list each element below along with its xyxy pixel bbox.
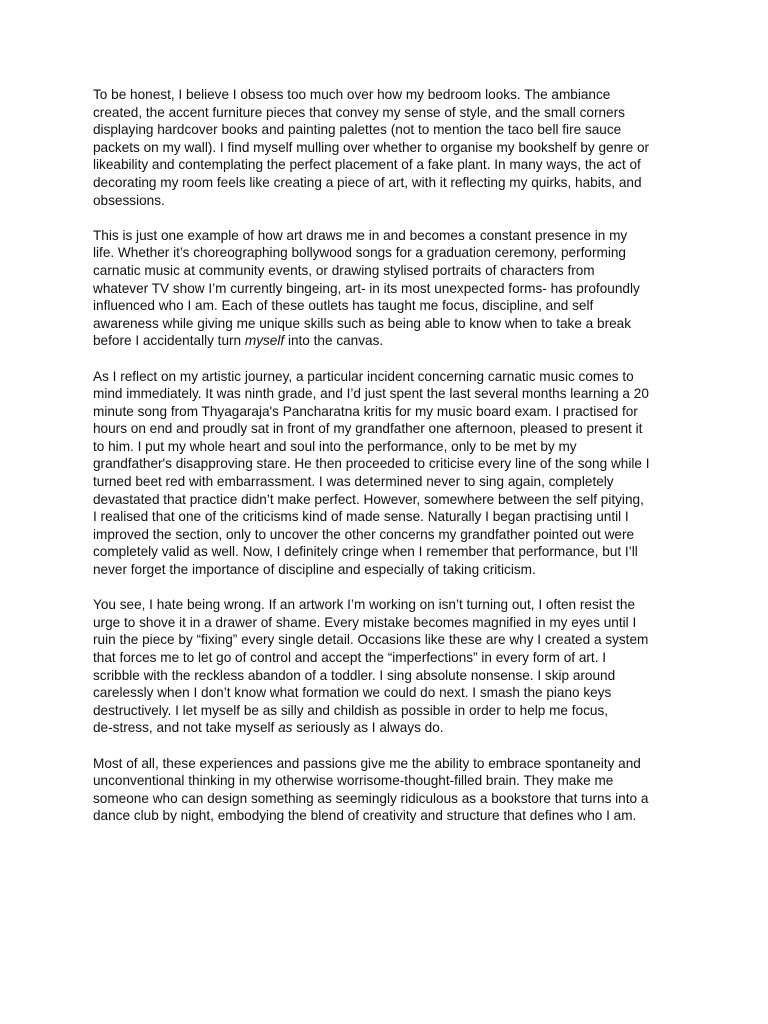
- paragraph-2: [93, 227, 683, 350]
- paragraph-text: into the canvas.: [284, 333, 384, 349]
- paragraph-text: Most of all, these experiences and passions give me the ability to embrace spontaneity and unconventional thinking in my otherwise worrisome-thought-filled brain. They make me someone who can design something as seemingly ridiculous as a bookstore that turns into a dance club by night, embodying the blend of creativity and structure that defines who I am.: [93, 755, 649, 824]
- italic-emphasis: myself: [244, 333, 285, 349]
- essay-document: [93, 86, 683, 843]
- paragraph-1: [93, 86, 683, 209]
- paragraph-text: This is just one example of how art draws me in and becomes a constant presence in my life. Whether it’s choreographing bollywood songs for a graduation ceremony, performing carnatic music at community events, or drawing stylised portraits of characters from whatever TV show I’m currently bingeing, art- in its most unexpected forms- has profoundly influenced who I am. Each of these outlets has taught me focus, discipline, and self awareness while giving me unique skills such as being able to know when to take a break before I accidentally turn: [93, 227, 640, 349]
- paragraph-5: [93, 755, 683, 825]
- paragraph-4: [93, 596, 683, 737]
- paragraph-text: You see, I hate being wrong. If an artwork I’m working on isn’t turning out, I often resist the urge to shove it in a drawer of shame. Every mistake becomes magnified in my eyes until I ruin the piece by “fixing” every single detail. Occasions like these are why I created a system that forces me to let go of control and accept the “imperfections” in every form of art. I scribble with the reckless abandon of a toddler. I sing absolute nonsense. I skip around carelessly when I don’t know what formation we could do next. I smash the piano keys destructively. I let myself be as silly and childish as possible in order to help me focus, de-stress, and not take myself: [93, 597, 649, 736]
- paragraph-text: To be honest, I believe I obsess too much over how my bedroom looks. The ambiance created, the accent furniture pieces that convey my sense of style, and the small corners displaying hardcover books and painting palettes (not to mention the taco bell fire sauce packets on my wall). I find myself mulling over whether to organise my bookshelf by genre or likeability and contemplating the perfect placement of a fake plant. In many ways, the act of decorating my room feels like creating a piece of art, with it reflecting my quirks, habits, and obsessions.: [93, 87, 650, 208]
- paragraph-text: seriously as I always do.: [292, 720, 444, 736]
- italic-emphasis: as: [278, 720, 293, 736]
- paragraph-3: [93, 368, 683, 579]
- paragraph-text: As I reflect on my artistic journey, a particular incident concerning carnatic music comes to mind immediately. It was ninth grade, and I’d just spent the last several months learning a 20 minute song from Thyagaraja's Pancharatna kritis for my music board exam. I practised for hours on end and proudly sat in front of my grandfather one afternoon, pleased to present it to him. I put my whole heart and soul into the performance, only to be met by my grandfather's disapproving stare. He then proceeded to criticise every line of the song while I turned beet red with embarrassment. I was determined never to sing again, completely devastated that practice didn’t make perfect. However, somewhere between the self pitying, I realised that one of the criticisms kind of made sense. Naturally I began practising until I improved the section, only to uncover the other concerns my grandfather pointed out were completely valid as well. Now, I definitely cringe when I remember that performance, but I’ll never forget the importance of discipline and especially of taking criticism.: [93, 368, 650, 578]
